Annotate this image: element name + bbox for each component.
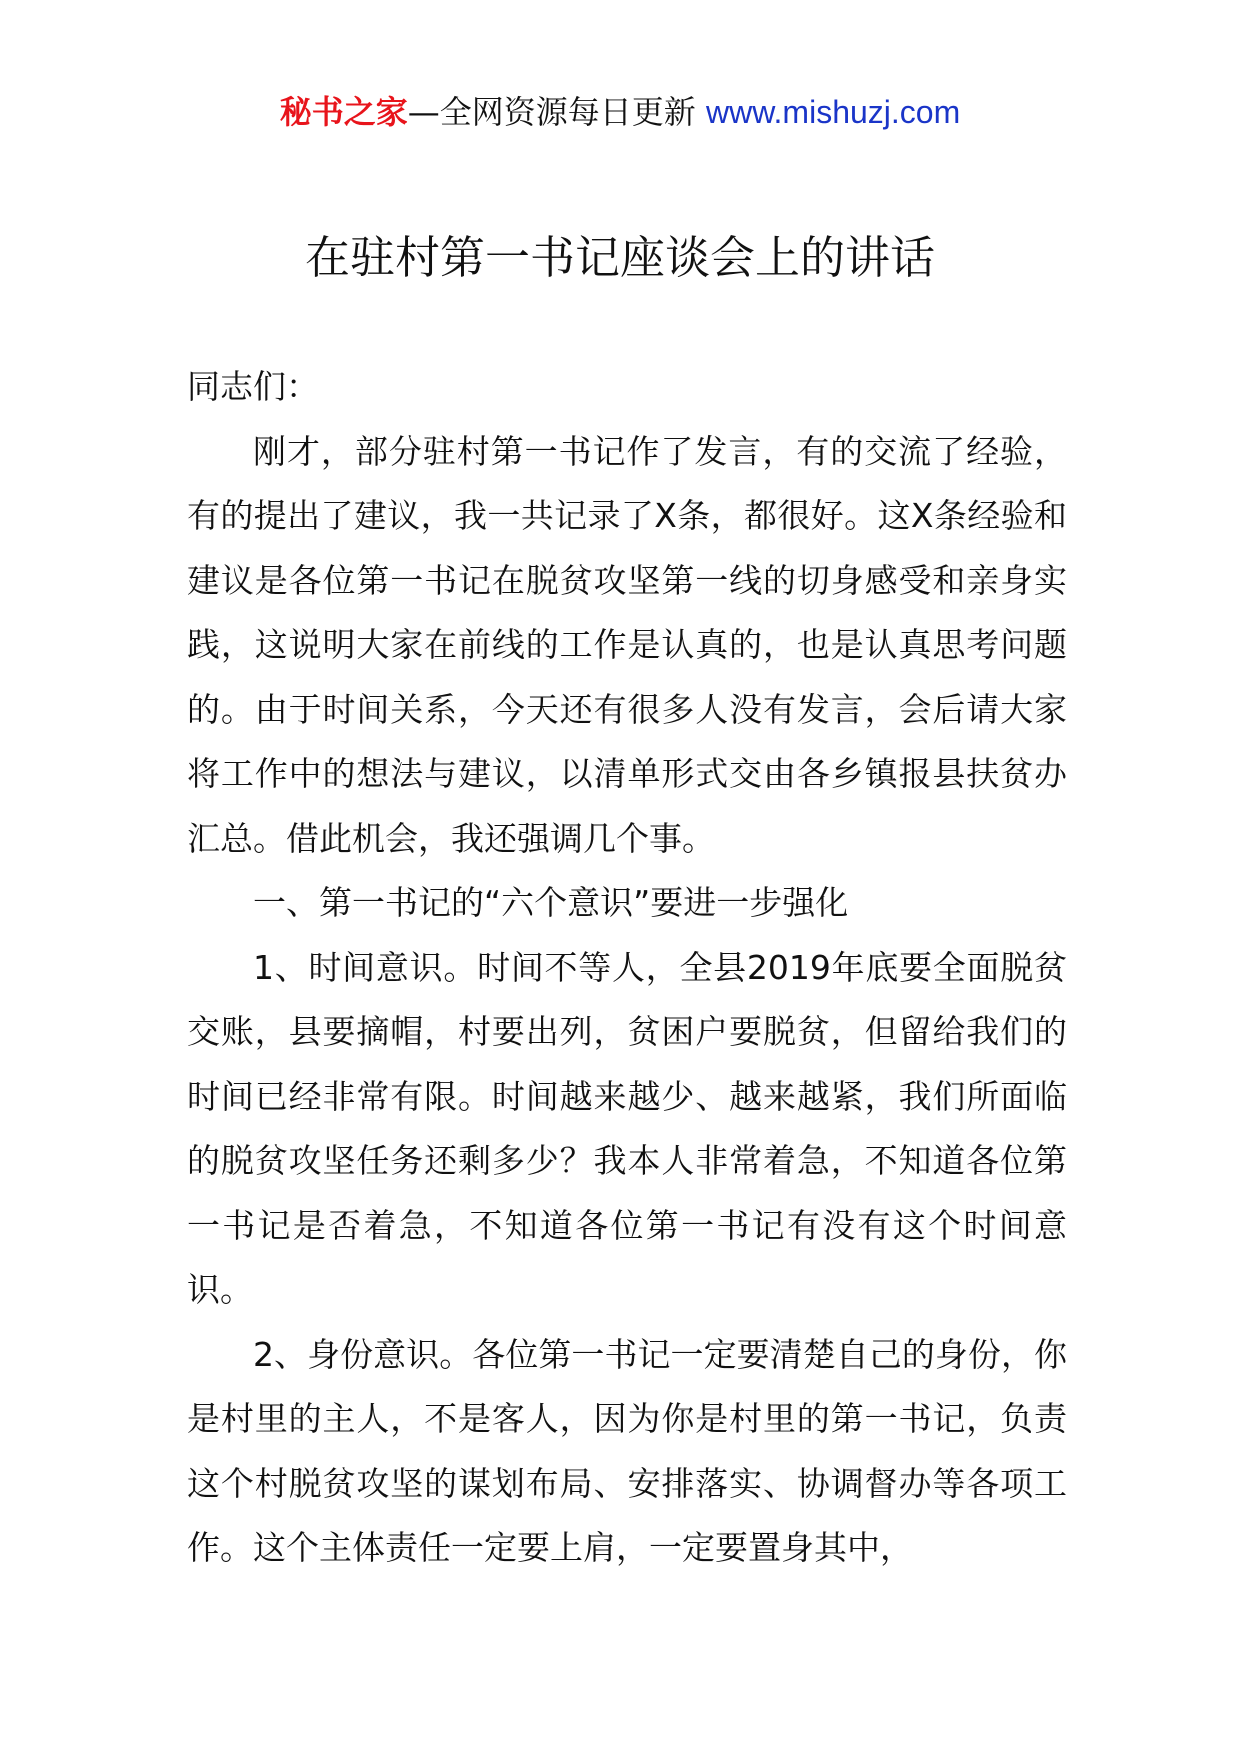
header-tagline: —全网资源每日更新 [407,93,696,131]
document-body [187,355,1067,1581]
paragraph-identity-awareness: 2、身份意识。各位第一书记一定要清楚自己的身份，你是村里的主人，不是客人，因为你是村里的第一书记，负责这个村脱贫攻坚的谋划布局、安排落实、协调督办等各项工作。这个主体责任一定要上肩，一定要置身其中， [187,1334,1067,1567]
section-heading: 一、第一书记的“六个意识”要进一步强化 [253,883,849,922]
brand-name: 秘书之家 [279,93,408,131]
document-title: 在驻村第一书记座谈会上的讲话 [304,231,935,284]
salutation: 同志们： [187,367,319,406]
paragraph-intro: 刚才，部分驻村第一书记作了发言，有的交流了经验，有的提出了建议，我一共记录了X条，都很好。这X条经验和建议是各位第一书记在脱贫攻坚第一线的切身感受和亲身实践，这说明大家在前线的工作是认真的，也是认真思考问题的。由于时间关系，今天还有很多人没有发言，会后请大家将工作中的想法与建议，以清单形式交由各乡镇报县扶贫办汇总。借此机会，我还强调几个事。 [187,431,1067,858]
site-url-link[interactable]: www.mishuzj.com [705,94,961,130]
site-header [0,92,1240,132]
paragraph-time-awareness: 1、时间意识。时间不等人，全县2019年底要全面脱贫交账，县要摘帽，村要出列，贫困户要脱贫，但留给我们的时间已经非常有限。时间越来越少、越来越紧，我们所面临的脱贫攻坚任务还剩多少？我本人非常着急，不知道各位第一书记是否着急，不知道各位第一书记有没有这个时间意识。 [187,947,1067,1309]
